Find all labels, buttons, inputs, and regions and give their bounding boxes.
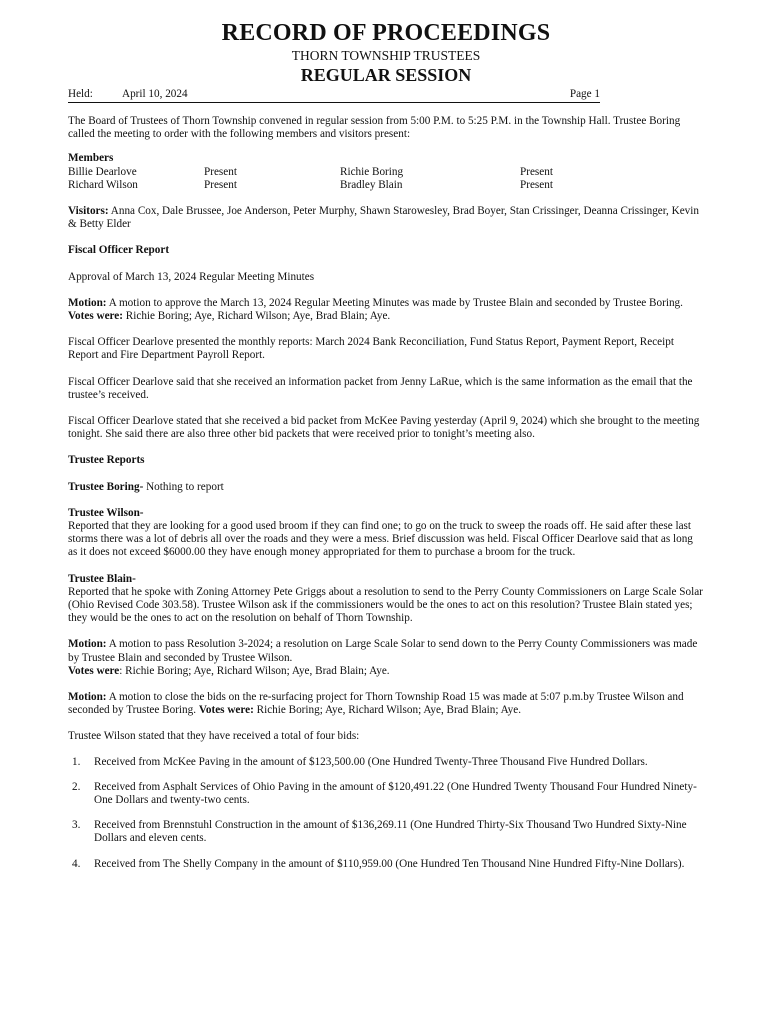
list-item [68,819,704,845]
member-status: Present [204,178,237,191]
bid-packet-paragraph: Fiscal Officer Dearlove stated that she received a bid packet from McKee Paving yesterday (April 9, 2024) which she brought to the meeting tonight. She said there are also three other bid packets that were received prior to tonight’s meeting also. [68,415,700,441]
list-number: 1. [72,755,81,768]
info-packet-paragraph: Fiscal Officer Dearlove said that she received an information packet from Jenny LaRue, which is the same information as the email that the trustee’s received. [68,375,693,401]
held-date: April 10, 2024 [122,88,188,100]
monthly-reports-paragraph: Fiscal Officer Dearlove presented the monthly reports: March 2024 Bank Reconciliation, Fund Status Report, Payment Report, Receipt Report and Fire Department Payroll Report. [68,336,674,362]
trustee-blain-label: Trustee Blain- [68,572,136,585]
votes-text: : Richie Boring; Aye, Richard Wilson; Aye, Brad Blain; Aye. [119,664,390,677]
trustee-wilson-report [68,507,704,560]
list-text: Received from Asphalt Services of Ohio Paving in the amount of $120,491.22 (One Hundred Twenty Thousand Four Hundred Ninety-One Dollars and twenty-two cents. [94,780,697,807]
member-name: Billie Dearlove [68,165,137,178]
member-name: Bradley Blain [340,178,403,191]
list-text: Received from Brennstuhl Construction in the amount of $136,269.11 (One Hundred Thirty-Six Thousand Two Hundred Sixty-Nine Dollars and eleven cents. [94,819,687,845]
held-line [68,88,600,103]
member-row [68,166,704,179]
trustee-blain-text: Reported that he spoke with Zoning Attorney Pete Griggs about a resolution to send to the Perry County Commissioners on Large Scale Solar (Ohio Revised Code 303.58). Trustee Wilson ask if the commissioners would be the ones to act on this resolution? Trustee Blain stated yes; they would be the ones to act on the resolution on behalf of Thorn Township. [68,585,703,625]
trustee-boring-label: Trustee Boring- [68,480,144,493]
list-item [68,781,704,807]
trustee-wilson-text: Reported that they are looking for a good used broom if they can find one; to go on the truck to sweep the roads off. He said after these last storms there was a lot of debris all over the roads and they were a mess. Brief discussion was held. Fiscal Officer Dearlove said that as long as it does not exceed $6000.00 they have enough money appropriated for them to purchase a broom for the truck. [68,520,693,559]
bids-list [68,756,704,871]
trustee-reports-heading: Trustee Reports [68,454,145,467]
trustee-wilson-label: Trustee Wilson- [68,506,144,519]
page-number: Page 1 [569,88,600,100]
motion-close-bids [68,691,704,717]
visitors-label: Visitors: [68,204,109,217]
motion-approve-minutes [68,297,704,323]
document-title: RECORD OF PROCEEDINGS [221,20,551,46]
member-name: Richie Boring [340,165,404,178]
votes-label: Votes were: [68,310,123,322]
motion-label: Motion: [68,296,107,309]
motion-label: Motion: [68,691,107,704]
member-status: Present [204,165,237,178]
member-name: Richard Wilson [68,178,138,191]
list-item [68,756,704,769]
list-number: 3. [72,819,81,832]
list-item [68,858,704,871]
document-subtitle: THORN TOWNSHIP TRUSTEES [291,48,481,63]
trustee-boring-report [68,481,704,494]
member-status: Present [520,165,553,178]
member-row [68,179,704,192]
intro-paragraph: The Board of Trustees of Thorn Township convened in regular session from 5:00 P.M. to 5:25 P.M. in the Township Hall. Trustee Boring called the meeting to order with the following members and visitors present: [68,115,681,141]
list-text: Received from The Shelly Company in the amount of $110,959.00 (One Hundred Ten Thousand Nine Hundred Fifty-Nine Dollars). [94,857,685,870]
visitors-paragraph [68,205,704,231]
approval-line: Approval of March 13, 2024 Regular Meeting Minutes [68,270,315,283]
votes-text: Richie Boring; Aye, Richard Wilson; Aye, Brad Blain; Aye. [253,704,522,717]
list-text: Received from McKee Paving in the amount of $123,500.00 (One Hundred Twenty-Three Thousand Five Hundred Dollars. [94,755,648,768]
members-section [68,152,704,192]
trustee-boring-text: Nothing to report [143,480,224,493]
members-heading: Members [68,152,114,165]
list-number: 4. [72,857,81,870]
list-number: 2. [72,780,81,793]
motion-resolution [68,638,704,678]
motion-text: A motion to approve the March 13, 2024 Regular Meeting Minutes was made by Trustee Blain and seconded by Trustee Boring. [106,296,683,309]
bids-intro: Trustee Wilson stated that they have received a total of four bids: [68,730,360,743]
fiscal-officer-heading: Fiscal Officer Report [68,244,170,257]
votes-label: Votes were: [198,704,254,717]
visitors-list: Anna Cox, Dale Brussee, Joe Anderson, Peter Murphy, Shawn Starowesley, Brad Boyer, Stan Crissinger, Deanna Crissinger, Kevin & Betty Elder [68,204,699,231]
session-heading: REGULAR SESSION [300,65,472,85]
motion-label: Motion: [68,638,107,651]
motion-text: A motion to pass Resolution 3-2024; a resolution on Large Scale Solar to send down to the Perry County Commissioners was made by Trustee Blain and seconded by Trustee Wilson. [68,638,698,664]
votes-text: Richie Boring; Aye, Richard Wilson; Aye, Brad Blain; Aye. [123,310,391,322]
votes-label: Votes were [68,664,120,677]
document-page [68,0,704,871]
member-status: Present [520,178,553,191]
trustee-blain-report [68,573,704,626]
motion-text: A motion to close the bids on the re-surfacing project for Thorn Township Road 15 was made at 5:07 p.m.by Trustee Wilson and seconded by Trustee Boring. [68,691,684,717]
held-label: Held: [68,88,93,100]
